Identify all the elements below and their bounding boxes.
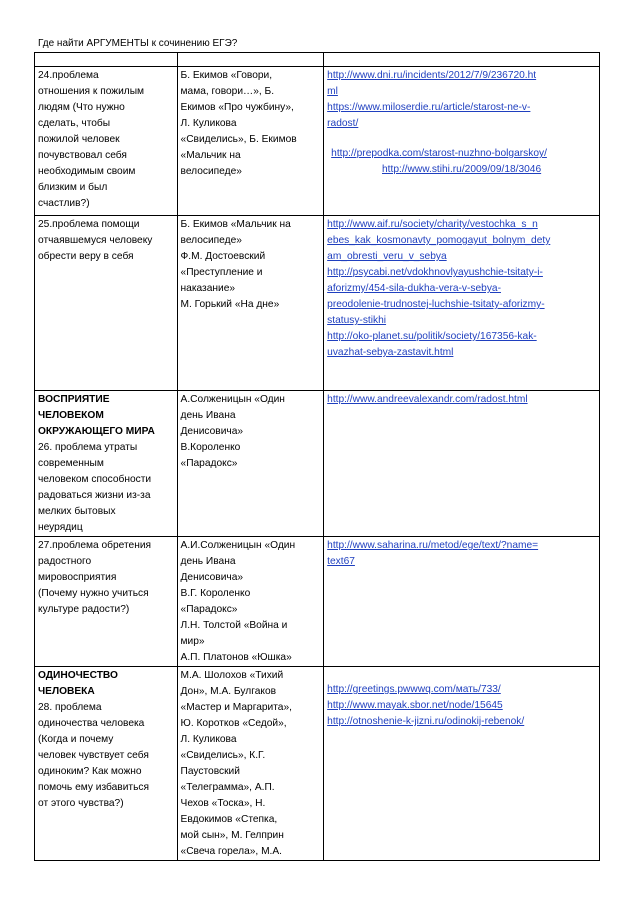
link[interactable]: radost/	[327, 118, 359, 129]
problem-cell: 25.проблема помощи отчаявшемуся человеку обрести веру в себя	[35, 216, 178, 391]
link[interactable]: http://www.aif.ru/society/charity/vestochka_s_n	[327, 219, 538, 230]
page-header-title: Где найти АРГУМЕНТЫ к сочинению ЕГЭ?	[38, 38, 238, 49]
link[interactable]: http://www.saharina.ru/metod/ege/text/?name=	[327, 540, 539, 551]
works-cell: Б. Екимов «Мальчик на велосипеде» Ф.М. Достоевский «Преступление и наказание» М. Горький «На дне»	[177, 216, 324, 391]
works-cell: М.А. Шолохов «Тихий Дон», М.А. Булгаков «Мастер и Маргарита», Ю. Коротков «Седой», Л. Куликова «Свиделись», К.Г. Паустовский «Телеграмма», А.П. Чехов «Тоска», Н. Евдокимов «Степка, мой сын», М. Гелприн «Свеча горела», М.А.	[177, 667, 324, 861]
problem-cell: ОДИНОЧЕСТВО ЧЕЛОВЕКА 28. проблема одиночества человека (Когда и почему человек чувствует себя одиноким? Как можно помочь ему избавиться от этого чувства?)	[35, 667, 178, 861]
link[interactable]: http://prepodka.com/starost-nuzhno-bolgarskoy/	[331, 148, 547, 159]
section-title: ЧЕЛОВЕКА	[38, 686, 95, 697]
link[interactable]: text67	[327, 556, 355, 567]
link[interactable]: am_obresti_veru_v_sebya	[327, 251, 447, 262]
link[interactable]: aforizmy/454-sila-dukha-vera-v-sebya-	[327, 283, 501, 294]
links-cell	[324, 537, 600, 667]
link[interactable]: http://www.andreevalexandr.com/radost.html	[327, 394, 528, 405]
link[interactable]: http://www.mayak.sbor.net/node/15645	[327, 700, 503, 711]
problem-cell: 24.проблема отношения к пожилым людям (Что нужно сделать, чтобы пожилой человек почувствовал себя необходимым своим близким и был счастлив?)	[35, 67, 178, 216]
link[interactable]: http://oko-planet.su/politik/society/167356-kak-	[327, 331, 537, 342]
link[interactable]: http://otnoshenie-k-jizni.ru/odinokij-rebenok/	[327, 716, 525, 727]
links-cell	[324, 216, 600, 391]
arguments-table	[34, 52, 600, 861]
link[interactable]: uvazhat-sebya-zastavit.html	[327, 347, 454, 358]
table-row	[35, 667, 600, 861]
link[interactable]: https://www.miloserdie.ru/article/starost-ne-v-	[327, 102, 531, 113]
links-cell	[324, 67, 600, 216]
section-title: ВОСПРИЯТИЕ	[38, 394, 110, 405]
link[interactable]: ml	[327, 86, 338, 97]
section-title: ОДИНОЧЕСТВО	[38, 670, 118, 681]
table-row	[35, 391, 600, 537]
works-cell: А.И.Солженицын «Один день Ивана Денисовича» В.Г. Короленко «Парадокс» Л.Н. Толстой «Война и мир» А.П. Платонов «Юшка»	[177, 537, 324, 667]
link[interactable]: http://www.dni.ru/incidents/2012/7/9/236720.ht	[327, 70, 537, 81]
table-row	[35, 537, 600, 667]
table-header-row	[35, 53, 600, 67]
table-row	[35, 216, 600, 391]
link[interactable]: ebes_kak_kosmonavty_pomogayut_bolnym_dety	[327, 235, 551, 246]
problem-cell: ВОСПРИЯТИЕ ЧЕЛОВЕКОМ ОКРУЖАЮЩЕГО МИРА 26. проблема утраты современным человеком способности радоваться жизни из-за мелких бытовых неурядиц	[35, 391, 178, 537]
works-cell: Б. Екимов «Говори, мама, говори…», Б. Екимов «Про чужбину», Л. Куликова «Свиделись», Б. Екимов «Мальчик на велосипеде»	[177, 67, 324, 216]
section-title: ЧЕЛОВЕКОМ	[38, 410, 104, 421]
link[interactable]: http://psycabi.net/vdokhnovlyayushchie-tsitaty-i-	[327, 267, 543, 278]
link[interactable]: http://greetings.pwwwq.com/мать/733/	[327, 684, 501, 695]
problem-cell: 27.проблема обретения радостного мировосприятия (Почему нужно учиться культуре радости?)	[35, 537, 178, 667]
works-cell: А.Солженицын «Один день Ивана Денисовича» В.Короленко «Парадокс»	[177, 391, 324, 537]
links-cell	[324, 391, 600, 537]
table-row	[35, 67, 600, 216]
link[interactable]: http://www.stihi.ru/2009/09/18/3046	[382, 164, 542, 175]
links-cell	[324, 667, 600, 861]
link[interactable]: statusy-stikhi	[327, 315, 387, 326]
section-title: ОКРУЖАЮЩЕГО МИРА	[38, 426, 155, 437]
link[interactable]: preodolenie-trudnostej-luchshie-tsitaty-aforizmy-	[327, 299, 545, 310]
